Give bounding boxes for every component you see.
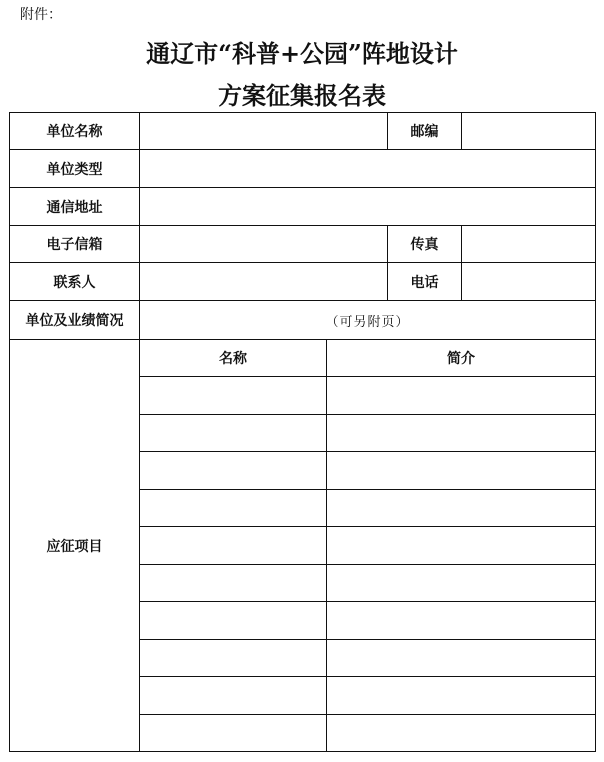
project-name-cell[interactable] [140, 714, 327, 752]
email-label: 电子信箱 [10, 226, 140, 263]
row-profile [10, 301, 596, 340]
unit-type-label: 单位类型 [10, 150, 140, 188]
postcode-label: 邮编 [388, 113, 462, 150]
project-desc-cell[interactable] [327, 452, 596, 490]
row-email [10, 226, 596, 263]
form-title-line2: 方案征集报名表 [218, 81, 386, 110]
attachment-label: 附件： [20, 7, 62, 23]
contact-field[interactable] [140, 263, 388, 301]
profile-field[interactable]: （可另附页） [140, 301, 596, 340]
projects-name-header: 名称 [140, 340, 327, 377]
row-unit-name [10, 113, 596, 150]
project-desc-cell[interactable] [327, 377, 596, 415]
project-desc-cell[interactable] [327, 564, 596, 602]
project-name-cell[interactable] [140, 639, 327, 677]
project-desc-cell[interactable] [327, 489, 596, 527]
contact-label: 联系人 [10, 263, 140, 301]
project-desc-cell[interactable] [327, 414, 596, 452]
address-field[interactable] [140, 188, 596, 226]
postcode-field[interactable] [462, 113, 596, 150]
registration-form-table [9, 112, 596, 752]
phone-label: 电话 [388, 263, 462, 301]
project-name-cell[interactable] [140, 452, 327, 490]
project-name-cell[interactable] [140, 414, 327, 452]
project-desc-cell[interactable] [327, 639, 596, 677]
project-name-cell[interactable] [140, 564, 327, 602]
unit-name-label: 单位名称 [10, 113, 140, 150]
project-name-cell[interactable] [140, 489, 327, 527]
project-desc-cell[interactable] [327, 527, 596, 565]
address-label: 通信地址 [10, 188, 140, 226]
row-unit-type [10, 150, 596, 188]
project-desc-cell[interactable] [327, 602, 596, 640]
fax-field[interactable] [462, 226, 596, 263]
profile-label: 单位及业绩简况 [10, 301, 140, 340]
project-desc-cell[interactable] [327, 714, 596, 752]
unit-type-field[interactable] [140, 150, 596, 188]
project-name-cell[interactable] [140, 377, 327, 415]
projects-label: 应征项目 [10, 340, 140, 752]
phone-field[interactable] [462, 263, 596, 301]
fax-label: 传真 [388, 226, 462, 263]
projects-header-row [10, 340, 596, 377]
row-contact [10, 263, 596, 301]
unit-name-field[interactable] [140, 113, 388, 150]
project-name-cell[interactable] [140, 677, 327, 715]
project-name-cell[interactable] [140, 602, 327, 640]
email-field[interactable] [140, 226, 388, 263]
form-title-line1: 通辽市“科普+公园”阵地设计 [146, 39, 458, 68]
projects-desc-header: 简介 [327, 340, 596, 377]
row-address [10, 188, 596, 226]
project-name-cell[interactable] [140, 527, 327, 565]
project-desc-cell[interactable] [327, 677, 596, 715]
